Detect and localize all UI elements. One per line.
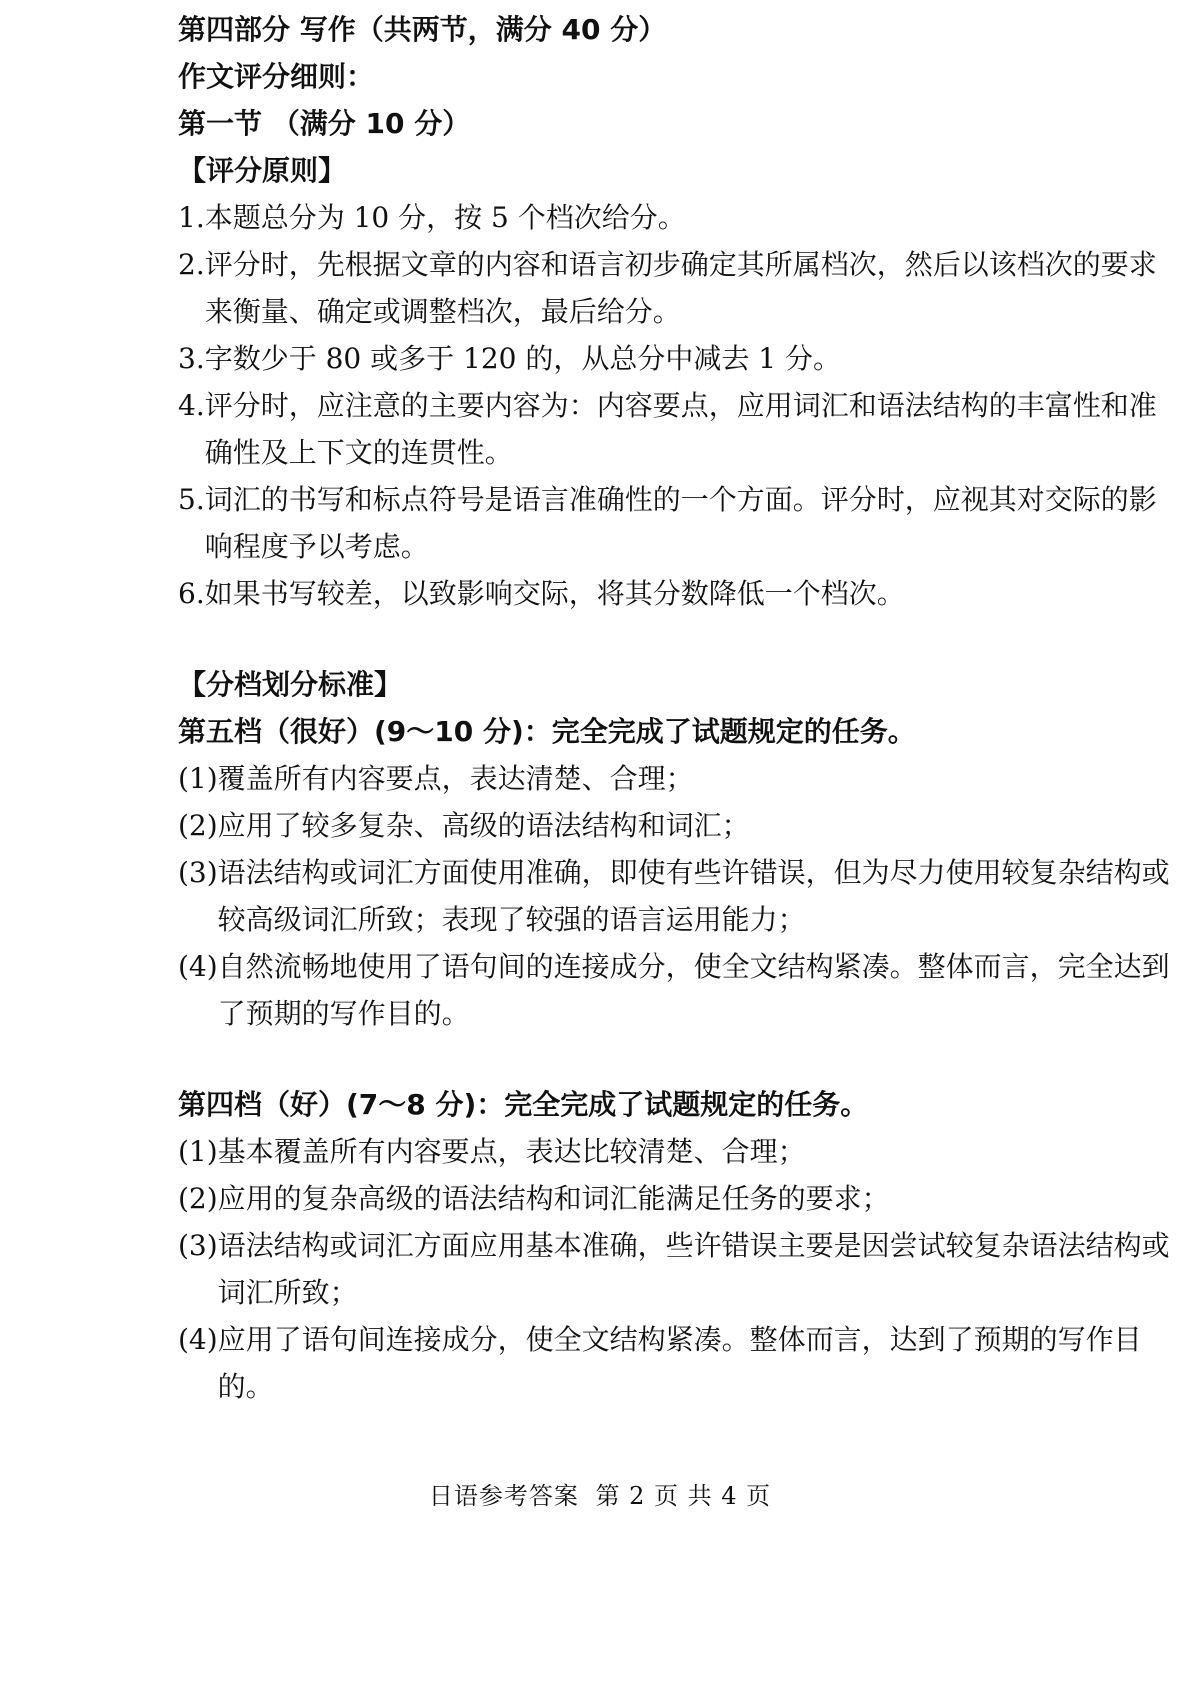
item-number: 2. bbox=[178, 248, 205, 281]
principle-item bbox=[178, 570, 1178, 617]
item-number: (4) bbox=[178, 1323, 218, 1356]
item-number: 5. bbox=[178, 483, 205, 516]
standards-heading: 【分档划分标准】 bbox=[178, 668, 403, 701]
item-text: 语法结构或词汇方面应用基本准确，些许错误主要是因尝试较复杂语法结构或词汇所致； bbox=[217, 1229, 1170, 1309]
level4-item bbox=[178, 1222, 1178, 1316]
principle-item bbox=[178, 194, 1178, 241]
page-content bbox=[178, 6, 1178, 1410]
item-number: (4) bbox=[178, 950, 218, 983]
item-text: 如果书写较差，以致影响交际，将其分数降低一个档次。 bbox=[204, 577, 905, 610]
rules-title: 作文评分细则： bbox=[178, 60, 375, 93]
item-number: 6. bbox=[178, 577, 205, 610]
principles-heading: 【评分原则】 bbox=[178, 154, 347, 187]
level4-title: 第四档（好）(7～8 分)：完全完成了试题规定的任务。 bbox=[178, 1088, 869, 1121]
item-number: (2) bbox=[178, 1182, 218, 1215]
item-text: 本题总分为 10 分，按 5 个档次给分。 bbox=[204, 201, 686, 234]
item-text: 字数少于 80 或多于 120 的，从总分中减去 1 分。 bbox=[204, 342, 842, 375]
item-text: 应用的复杂高级的语法结构和词汇能满足任务的要求； bbox=[217, 1182, 890, 1215]
principle-item bbox=[178, 241, 1178, 335]
item-text: 应用了较多复杂、高级的语法结构和词汇； bbox=[217, 809, 750, 842]
item-number: (2) bbox=[178, 809, 218, 842]
principle-item bbox=[178, 382, 1178, 476]
item-text: 自然流畅地使用了语句间的连接成分，使全文结构紧凑。整体而言，完全达到了预期的写作目的。 bbox=[217, 950, 1170, 1030]
item-text: 词汇的书写和标点符号是语言准确性的一个方面。评分时，应视其对交际的影响程度予以考虑。 bbox=[204, 483, 1157, 563]
level4-item bbox=[178, 1175, 1178, 1222]
item-text: 评分时，先根据文章的内容和语言初步确定其所属档次，然后以该档次的要求来衡量、确定或调整档次，最后给分。 bbox=[204, 248, 1157, 328]
principle-item bbox=[178, 335, 1178, 382]
principle-item bbox=[178, 476, 1178, 570]
item-number: 4. bbox=[178, 389, 205, 422]
level5-item bbox=[178, 849, 1178, 943]
item-text: 覆盖所有内容要点，表达清楚、合理； bbox=[217, 762, 694, 795]
item-text: 基本覆盖所有内容要点，表达比较清楚、合理； bbox=[217, 1135, 806, 1168]
spacer bbox=[178, 617, 1178, 661]
page-footer bbox=[0, 1479, 1200, 1513]
item-number: (3) bbox=[178, 856, 218, 889]
level5-item bbox=[178, 755, 1178, 802]
item-number: (1) bbox=[178, 762, 218, 795]
level4-item bbox=[178, 1128, 1178, 1175]
item-number: 3. bbox=[178, 342, 205, 375]
section-title: 第一节 （满分 10 分） bbox=[178, 107, 471, 140]
item-number: (3) bbox=[178, 1229, 218, 1262]
level5-item bbox=[178, 943, 1178, 1037]
level5-item bbox=[178, 802, 1178, 849]
item-number: 1. bbox=[178, 201, 205, 234]
item-text: 应用了语句间连接成分，使全文结构紧凑。整体而言，达到了预期的写作目的。 bbox=[217, 1323, 1142, 1403]
item-text: 语法结构或词汇方面使用准确，即使有些许错误，但为尽力使用较复杂结构或较高级词汇所致；表现了较强的语言运用能力； bbox=[217, 856, 1170, 936]
item-number: (1) bbox=[178, 1135, 218, 1168]
footer-doc-name: 日语参考答案 bbox=[428, 1482, 579, 1510]
spacer bbox=[178, 1037, 1178, 1081]
item-text: 评分时，应注意的主要内容为：内容要点，应用词汇和语法结构的丰富性和准确性及上下文的连贯性。 bbox=[204, 389, 1157, 469]
part-title: 第四部分 写作（共两节，满分 40 分） bbox=[178, 13, 667, 46]
level5-title: 第五档（很好）(9～10 分)：完全完成了试题规定的任务。 bbox=[178, 715, 916, 748]
footer-page-number: 第 2 页 共 4 页 bbox=[595, 1482, 772, 1510]
level4-item bbox=[178, 1316, 1178, 1410]
